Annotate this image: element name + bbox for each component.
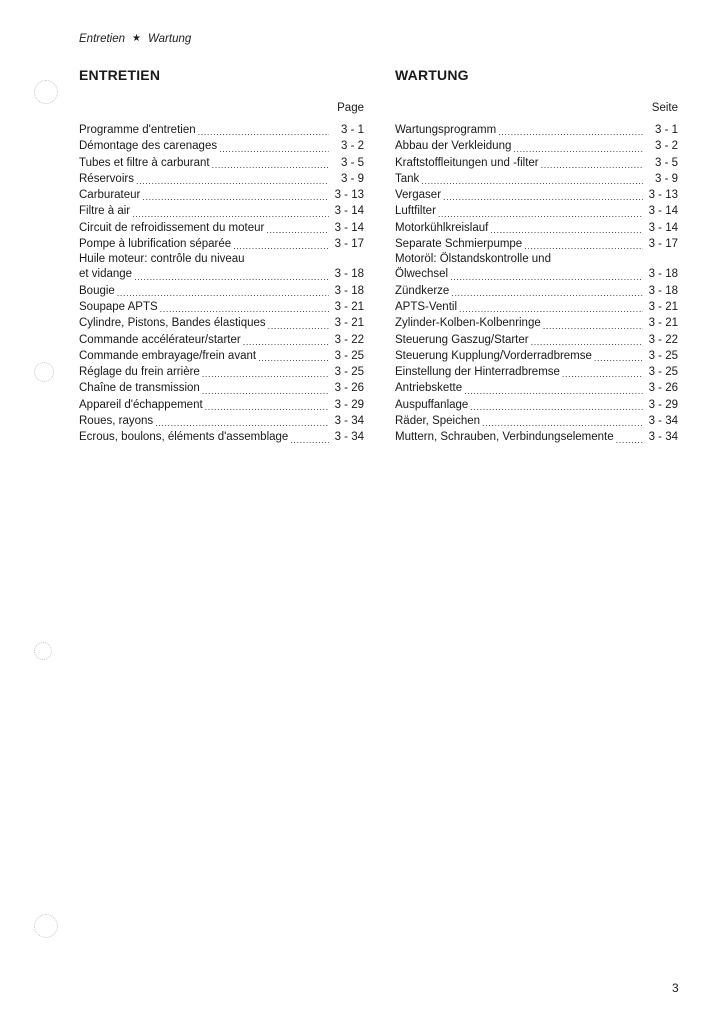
toc-entry-label: Einstellung der Hinterradbremse: [395, 366, 560, 379]
toc-entry-label: Auspuffanlage: [395, 398, 469, 411]
toc-entry-label: Tank: [395, 172, 420, 185]
leader-dots: [438, 203, 643, 219]
leader-dots: [136, 171, 329, 187]
toc-entry[interactable]: [79, 122, 364, 138]
leader-dots: [490, 220, 643, 236]
leader-dots: [258, 348, 329, 364]
running-head: [79, 33, 191, 45]
toc-entry-label: Carburateur: [79, 189, 141, 202]
toc-entry-page: 3 - 21: [648, 317, 678, 330]
leader-dots: [443, 187, 643, 203]
french-toc-column: [79, 66, 364, 446]
toc-entry-page: 3 - 9: [654, 172, 678, 185]
toc-entry-label: APTS-Ventil: [395, 300, 457, 313]
toc-entry[interactable]: [395, 266, 678, 282]
toc-entry-label: Steuerung Kupplung/Vorderradbremse: [395, 349, 592, 362]
leader-dots: [543, 315, 643, 331]
toc-entry-page: 3 - 1: [654, 124, 678, 136]
toc-entry[interactable]: [395, 122, 678, 138]
toc-entry-label: Vergaser: [395, 189, 442, 202]
leader-dots: [498, 122, 643, 138]
toc-entry[interactable]: [79, 220, 364, 236]
leader-dots: [266, 220, 329, 236]
toc-entry[interactable]: [79, 171, 364, 187]
punch-hole-mark: [34, 80, 58, 104]
leader-dots: [451, 283, 643, 299]
toc-entry-first-line[interactable]: [395, 252, 678, 266]
german-page-label: Seite: [651, 102, 678, 114]
toc-entry-page: 3 - 34: [648, 431, 678, 444]
leader-dots: [134, 266, 329, 282]
leader-dots: [132, 203, 329, 219]
toc-entry-label: Separate Schmierpumpe: [395, 238, 523, 251]
toc-entry-label: Tubes et filtre à carburant: [79, 156, 210, 169]
toc-entry[interactable]: [79, 397, 364, 413]
toc-entry-page: 3 - 18: [334, 268, 364, 281]
toc-entry-page: 3 - 14: [334, 221, 364, 234]
french-section-title: ENTRETIEN: [79, 67, 161, 83]
toc-entry-page: 3 - 18: [648, 284, 678, 297]
toc-entry-label: Antriebskette: [395, 382, 463, 395]
toc-entry[interactable]: [79, 138, 364, 154]
toc-entry-page: 3 - 26: [648, 382, 678, 395]
toc-entry-label: Pompe à lubrification séparée: [79, 238, 232, 251]
punch-hole-mark: [34, 642, 52, 660]
toc-entry[interactable]: [79, 315, 364, 331]
toc-entry-page: 3 - 17: [334, 238, 364, 251]
leader-dots: [268, 315, 329, 331]
toc-entry-page: 3 - 1: [340, 124, 364, 136]
toc-entry-page: 3 - 18: [334, 284, 364, 297]
toc-entry-label: et vidange: [79, 268, 133, 281]
toc-entry-label: Zündkerze: [395, 284, 450, 297]
toc-entry[interactable]: [395, 397, 678, 413]
toc-entry-page: 3 - 34: [334, 415, 364, 428]
toc-entry-page: 3 - 14: [648, 221, 678, 234]
toc-entry-label: Luftfilter: [395, 205, 436, 218]
running-head-french: Entretien: [79, 33, 126, 45]
leader-dots: [205, 397, 329, 413]
toc-entry[interactable]: [395, 155, 678, 171]
toc-entry-label: Ölwechsel: [395, 268, 449, 281]
toc-entry-label: Programme d'entretien: [79, 124, 196, 136]
toc-entry-label: Ecrous, boulons, éléments d'assemblage: [79, 431, 289, 444]
leader-dots: [160, 299, 329, 315]
toc-entry-page: 3 - 14: [648, 205, 678, 218]
toc-entry-page: 3 - 25: [648, 349, 678, 362]
toc-entry-label: Abbau der Verkleidung: [395, 140, 512, 153]
toc-entry-page: 3 - 9: [340, 172, 364, 185]
toc-entry[interactable]: [395, 283, 678, 299]
leader-dots: [243, 332, 329, 348]
leader-dots: [155, 413, 329, 429]
leader-dots: [117, 283, 329, 299]
toc-entry[interactable]: [395, 315, 678, 331]
toc-entry-label: Réglage du frein arrière: [79, 366, 200, 379]
leader-dots: [531, 332, 643, 348]
german-toc-list: [395, 122, 678, 446]
toc-entry-page: 3 - 29: [648, 398, 678, 411]
leader-dots: [142, 187, 329, 203]
leader-dots: [212, 155, 329, 171]
leader-dots: [541, 155, 643, 171]
toc-entry-label: Filtre à air: [79, 205, 131, 218]
toc-entry[interactable]: [79, 429, 364, 445]
toc-entry-label: Réservoirs: [79, 172, 134, 185]
leader-dots: [464, 380, 643, 396]
toc-entry-page: 3 - 34: [334, 431, 364, 444]
toc-entry-page: 3 - 26: [334, 382, 364, 395]
toc-entry[interactable]: [79, 348, 364, 364]
toc-entry[interactable]: [395, 413, 678, 429]
french-toc-list: [79, 122, 364, 446]
toc-entry[interactable]: [395, 332, 678, 348]
toc-entry[interactable]: [395, 203, 678, 219]
toc-entry-page: 3 - 5: [654, 156, 678, 169]
leader-dots: [202, 364, 329, 380]
toc-entry[interactable]: [79, 283, 364, 299]
leader-dots: [421, 171, 643, 187]
toc-entry-label: Räder, Speichen: [395, 415, 481, 428]
toc-entry[interactable]: [79, 364, 364, 380]
toc-entry-label: Motoröl: Ölstandskontrolle und: [395, 253, 551, 266]
toc-entry-page: 3 - 34: [648, 415, 678, 428]
leader-dots: [459, 299, 643, 315]
toc-entry-page: 3 - 22: [648, 333, 678, 346]
leader-dots: [202, 380, 329, 396]
star-separator-icon: ★: [132, 33, 141, 44]
toc-entry-label: Commande accélérateur/starter: [79, 333, 241, 346]
toc-entry-page: 3 - 25: [334, 366, 364, 379]
toc-entry-page: 3 - 13: [648, 189, 678, 202]
toc-entry-label: Circuit de refroidissement du moteur: [79, 221, 265, 234]
toc-entry[interactable]: [79, 203, 364, 219]
toc-entry-label: Chaîne de transmission: [79, 382, 200, 395]
toc-entry[interactable]: [79, 299, 364, 315]
leader-dots: [290, 429, 329, 445]
toc-entry-page: 3 - 25: [334, 349, 364, 362]
leader-dots: [482, 413, 643, 429]
punch-hole-mark: [34, 362, 54, 382]
toc-entry[interactable]: [79, 266, 364, 282]
leader-dots: [524, 236, 643, 252]
toc-entry[interactable]: [395, 429, 678, 445]
leader-dots: [616, 429, 643, 445]
toc-entry[interactable]: [79, 155, 364, 171]
leader-dots: [198, 122, 329, 138]
toc-entry-label: Commande embrayage/frein avant: [79, 349, 257, 362]
toc-entry-page: 3 - 17: [648, 238, 678, 251]
toc-entry[interactable]: [395, 236, 678, 252]
leader-dots: [233, 236, 329, 252]
toc-entry-label: Zylinder-Kolben-Kolbenringe: [395, 317, 541, 330]
toc-entry-page: 3 - 22: [334, 333, 364, 346]
german-section-title: WARTUNG: [395, 67, 469, 83]
toc-entry[interactable]: [395, 348, 678, 364]
german-toc-column: [395, 66, 678, 446]
leader-dots: [562, 364, 643, 380]
toc-entry-page: 3 - 2: [340, 140, 364, 153]
toc-entry-label: Appareil d'échappement: [79, 398, 203, 411]
leader-dots: [513, 138, 643, 154]
toc-entry-label: Cylindre, Pistons, Bandes élastiques: [79, 317, 266, 330]
toc-entry[interactable]: [395, 187, 678, 203]
toc-entry-page: 3 - 21: [334, 317, 364, 330]
toc-entry-page: 3 - 14: [334, 205, 364, 218]
toc-entry-page: 3 - 25: [648, 366, 678, 379]
toc-entry[interactable]: [395, 138, 678, 154]
toc-entry[interactable]: [395, 364, 678, 380]
toc-entry-label: Kraftstoffleitungen und -filter: [395, 156, 539, 169]
toc-entry[interactable]: [79, 413, 364, 429]
leader-dots: [594, 348, 643, 364]
punch-hole-mark: [34, 914, 58, 938]
toc-entry[interactable]: [395, 380, 678, 396]
toc-entry-label: Muttern, Schrauben, Verbindungselemente: [395, 431, 614, 444]
toc-entry[interactable]: [79, 236, 364, 252]
page-number: 3: [672, 981, 679, 995]
toc-entry[interactable]: [79, 187, 364, 203]
leader-dots: [450, 266, 643, 282]
toc-entry-label: Huile moteur: contrôle du niveau: [79, 253, 245, 266]
toc-entry-label: Soupape APTS: [79, 300, 158, 313]
toc-entry-page: 3 - 18: [648, 268, 678, 281]
toc-entry-page: 3 - 21: [334, 300, 364, 313]
toc-entry[interactable]: [395, 171, 678, 187]
toc-entry[interactable]: [395, 299, 678, 315]
toc-entry-label: Roues, rayons: [79, 415, 154, 428]
toc-entry[interactable]: [79, 332, 364, 348]
toc-entry-label: Démontage des carenages: [79, 140, 218, 153]
toc-entry-page: 3 - 2: [654, 140, 678, 153]
toc-entry-page: 3 - 5: [340, 156, 364, 169]
leader-dots: [470, 397, 643, 413]
toc-entry-label: Wartungsprogramm: [395, 124, 497, 136]
toc-entry-page: 3 - 21: [648, 300, 678, 313]
toc-entry-page: 3 - 13: [334, 189, 364, 202]
toc-entry-label: Steuerung Gaszug/Starter: [395, 333, 529, 346]
french-page-label: Page: [337, 102, 364, 114]
toc-entry[interactable]: [395, 220, 678, 236]
toc-entry-page: 3 - 29: [334, 398, 364, 411]
toc-entry[interactable]: [79, 380, 364, 396]
toc-entry-label: Motorkühlkreislauf: [395, 221, 489, 234]
running-head-german: Wartung: [148, 33, 192, 45]
leader-dots: [219, 138, 329, 154]
toc-entry-first-line[interactable]: [79, 252, 364, 266]
toc-entry-label: Bougie: [79, 284, 115, 297]
